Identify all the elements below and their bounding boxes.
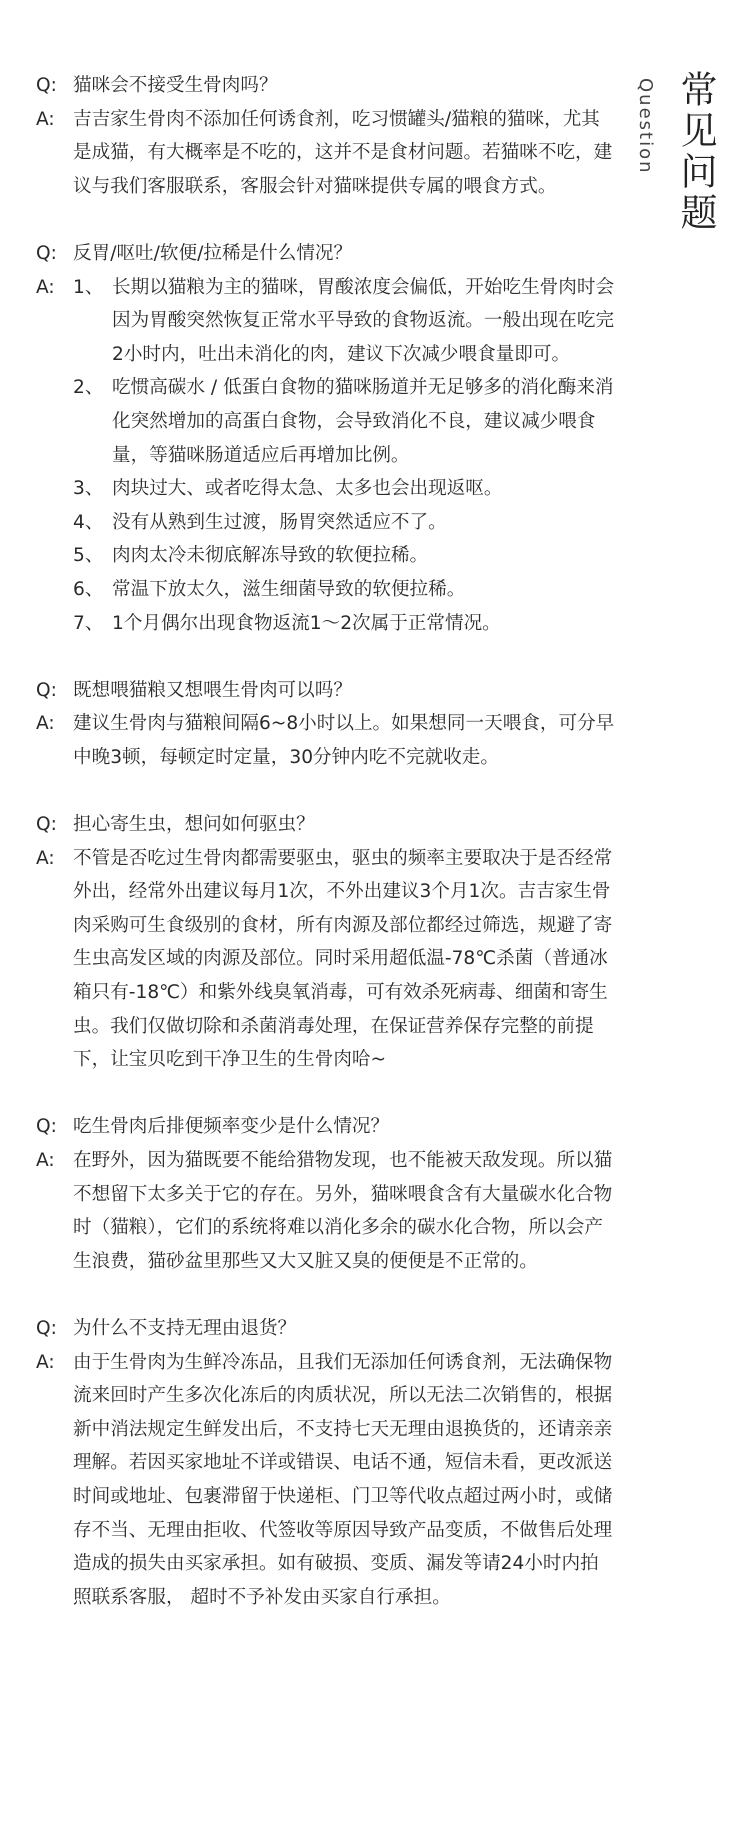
a-label: A: (36, 1351, 55, 1373)
question-text: 吃生骨肉后排便频率变少是什么情况？ (73, 1116, 390, 1138)
a-label: A: (36, 276, 55, 298)
a-label: A: (36, 713, 55, 735)
faq-item-3 (36, 674, 616, 775)
list-item (73, 271, 616, 372)
list-number: 5、 (73, 545, 104, 567)
question-row (36, 1312, 616, 1346)
list-text: 1个月偶尔出现食物返流1～2次属于正常情况。 (112, 612, 501, 634)
q-label: Q: (36, 679, 57, 701)
question-row (36, 237, 616, 271)
list-number: 3、 (73, 478, 104, 500)
list-item (73, 472, 616, 506)
faq-list (36, 69, 616, 1648)
answer-text: 建议生骨肉与猫粮间隔6~8小时以上。如果想同一天喂食，可分早中晚3顿，每顿定时定量，30分钟内吃不完就收走。 (73, 713, 615, 768)
question-text: 反胃/呕吐/软便/拉稀是什么情况？ (73, 242, 353, 264)
answer-row (36, 842, 616, 1077)
list-item (73, 371, 616, 472)
answer-row (36, 271, 616, 641)
list-number: 2、 (73, 377, 104, 399)
question-text: 既想喂猫粮又想喂生骨肉可以吗？ (73, 679, 352, 701)
section-subtitle: Question (635, 78, 656, 175)
list-text: 没有从熟到生过渡，肠胃突然适应不了。 (112, 511, 447, 533)
answer-row (36, 1346, 616, 1615)
question-text: 担心寄生虫，想问如何驱虫？ (73, 814, 315, 836)
list-text: 吃惯高碳水 / 低蛋白食物的猫咪肠道并无足够多的消化酶来消化突然增加的高蛋白食物，会导致消化不良，建议减少喂食量，等猫咪肠道适应后再增加比例。 (112, 377, 614, 466)
a-label: A: (36, 108, 55, 130)
q-label: Q: (36, 814, 57, 836)
question-text: 为什么不支持无理由退货？ (73, 1317, 297, 1339)
q-label: Q: (36, 1116, 57, 1138)
answer-text: 由于生骨肉为生鲜冷冻品，且我们无添加任何诱食剂，无法确保物流来回时产生多次化冻后的肉质状况，所以无法二次销售的，根据新中消法规定生鲜发出后，不支持七天无理由退换货的，还请亲亲理解。若因买家地址不详或错误、电话不通，短信未看，更改派送时间或地址、包裹滞留于快递柜、门卫等代收点超过两小时，或储存不当、无理由拒收、代签收等原因导致产品变质，不做售后处理造成的损失由买家承担。如有破损、变质、漏发等请24小时内拍照联系客服， 超时不予补发由买家自行承担。 (73, 1351, 613, 1608)
q-label: Q: (36, 75, 57, 96)
faq-item-4 (36, 808, 616, 1077)
list-number: 4、 (73, 511, 104, 533)
answer-row (36, 707, 616, 774)
list-item (73, 607, 616, 641)
list-text: 肉肉太冷未彻底解冻导致的软便拉稀。 (112, 545, 429, 567)
question-row (36, 674, 616, 708)
q-label: Q: (36, 242, 57, 264)
question-row (36, 808, 616, 842)
answer-text: 不管是否吃过生骨肉都需要驱虫，驱虫的频率主要取决于是否经常外出，经常外出建议每月1次，不外出建议3个月1次。吉吉家生骨肉采购可生食级别的食材，所有肉源及部位都经过筛选，规避了寄生虫高发区域的肉源及部位。同时采用超低温-78℃杀菌（普通冰箱只有-18℃）和紫外线臭氧消毒，可有效杀死病毒、细菌和寄生虫。我们仅做切除和杀菌消毒处理，在保证营养保存完整的前提下，让宝贝吃到干净卫生的生骨肉哈~ (73, 847, 613, 1071)
answer-text: 吉吉家生骨肉不添加任何诱食剂，吃习惯罐头/猫粮的猫咪，尤其是成猫，有大概率是不吃的，这并不是食材问题。若猫咪不吃，建议与我们客服联系，客服会针对猫咪提供专属的喂食方式。 (73, 108, 613, 197)
list-text: 肉块过大、或者吃得太急、太多也会出现返呕。 (112, 478, 503, 500)
q-label: Q: (36, 1317, 57, 1339)
answer-list (73, 271, 616, 641)
answer-row (36, 1144, 616, 1278)
a-label: A: (36, 847, 55, 869)
question-text: 猫咪会不接受生骨肉吗？ (73, 75, 278, 96)
list-item (73, 539, 616, 573)
list-item (73, 506, 616, 540)
question-row (36, 69, 616, 103)
section-title: 常见问题 (674, 70, 717, 234)
list-number: 1、 (73, 276, 104, 298)
list-text: 常温下放太久，滋生细菌导致的软便拉稀。 (112, 578, 466, 600)
faq-item-6 (36, 1312, 616, 1614)
question-row (36, 1110, 616, 1144)
faq-item-5 (36, 1110, 616, 1278)
faq-item-2 (36, 237, 616, 640)
list-item (73, 573, 616, 607)
list-number: 7、 (73, 612, 104, 634)
a-label: A: (36, 1150, 55, 1171)
list-text: 长期以猫粮为主的猫咪，胃酸浓度会偏低，开始吃生骨肉时会因为胃酸突然恢复正常水平导致的食物返流。一般出现在吃完 2小时内，吐出未消化的肉，建议下次减少喂食量即可。 (112, 276, 615, 365)
answer-text: 在野外，因为猫既要不能给猎物发现，也不能被天敌发现。所以猫不想留下太多关于它的存在。另外，猫咪喂食含有大量碳水化合物时（猫粮），它们的系统将难以消化多余的碳水化合物，所以会产生浪费，猫砂盆里那些又大又脏又臭的便便是不正常的。 (73, 1150, 613, 1272)
answer-row (36, 103, 616, 204)
list-number: 6、 (73, 578, 104, 600)
faq-item-1 (36, 69, 616, 203)
